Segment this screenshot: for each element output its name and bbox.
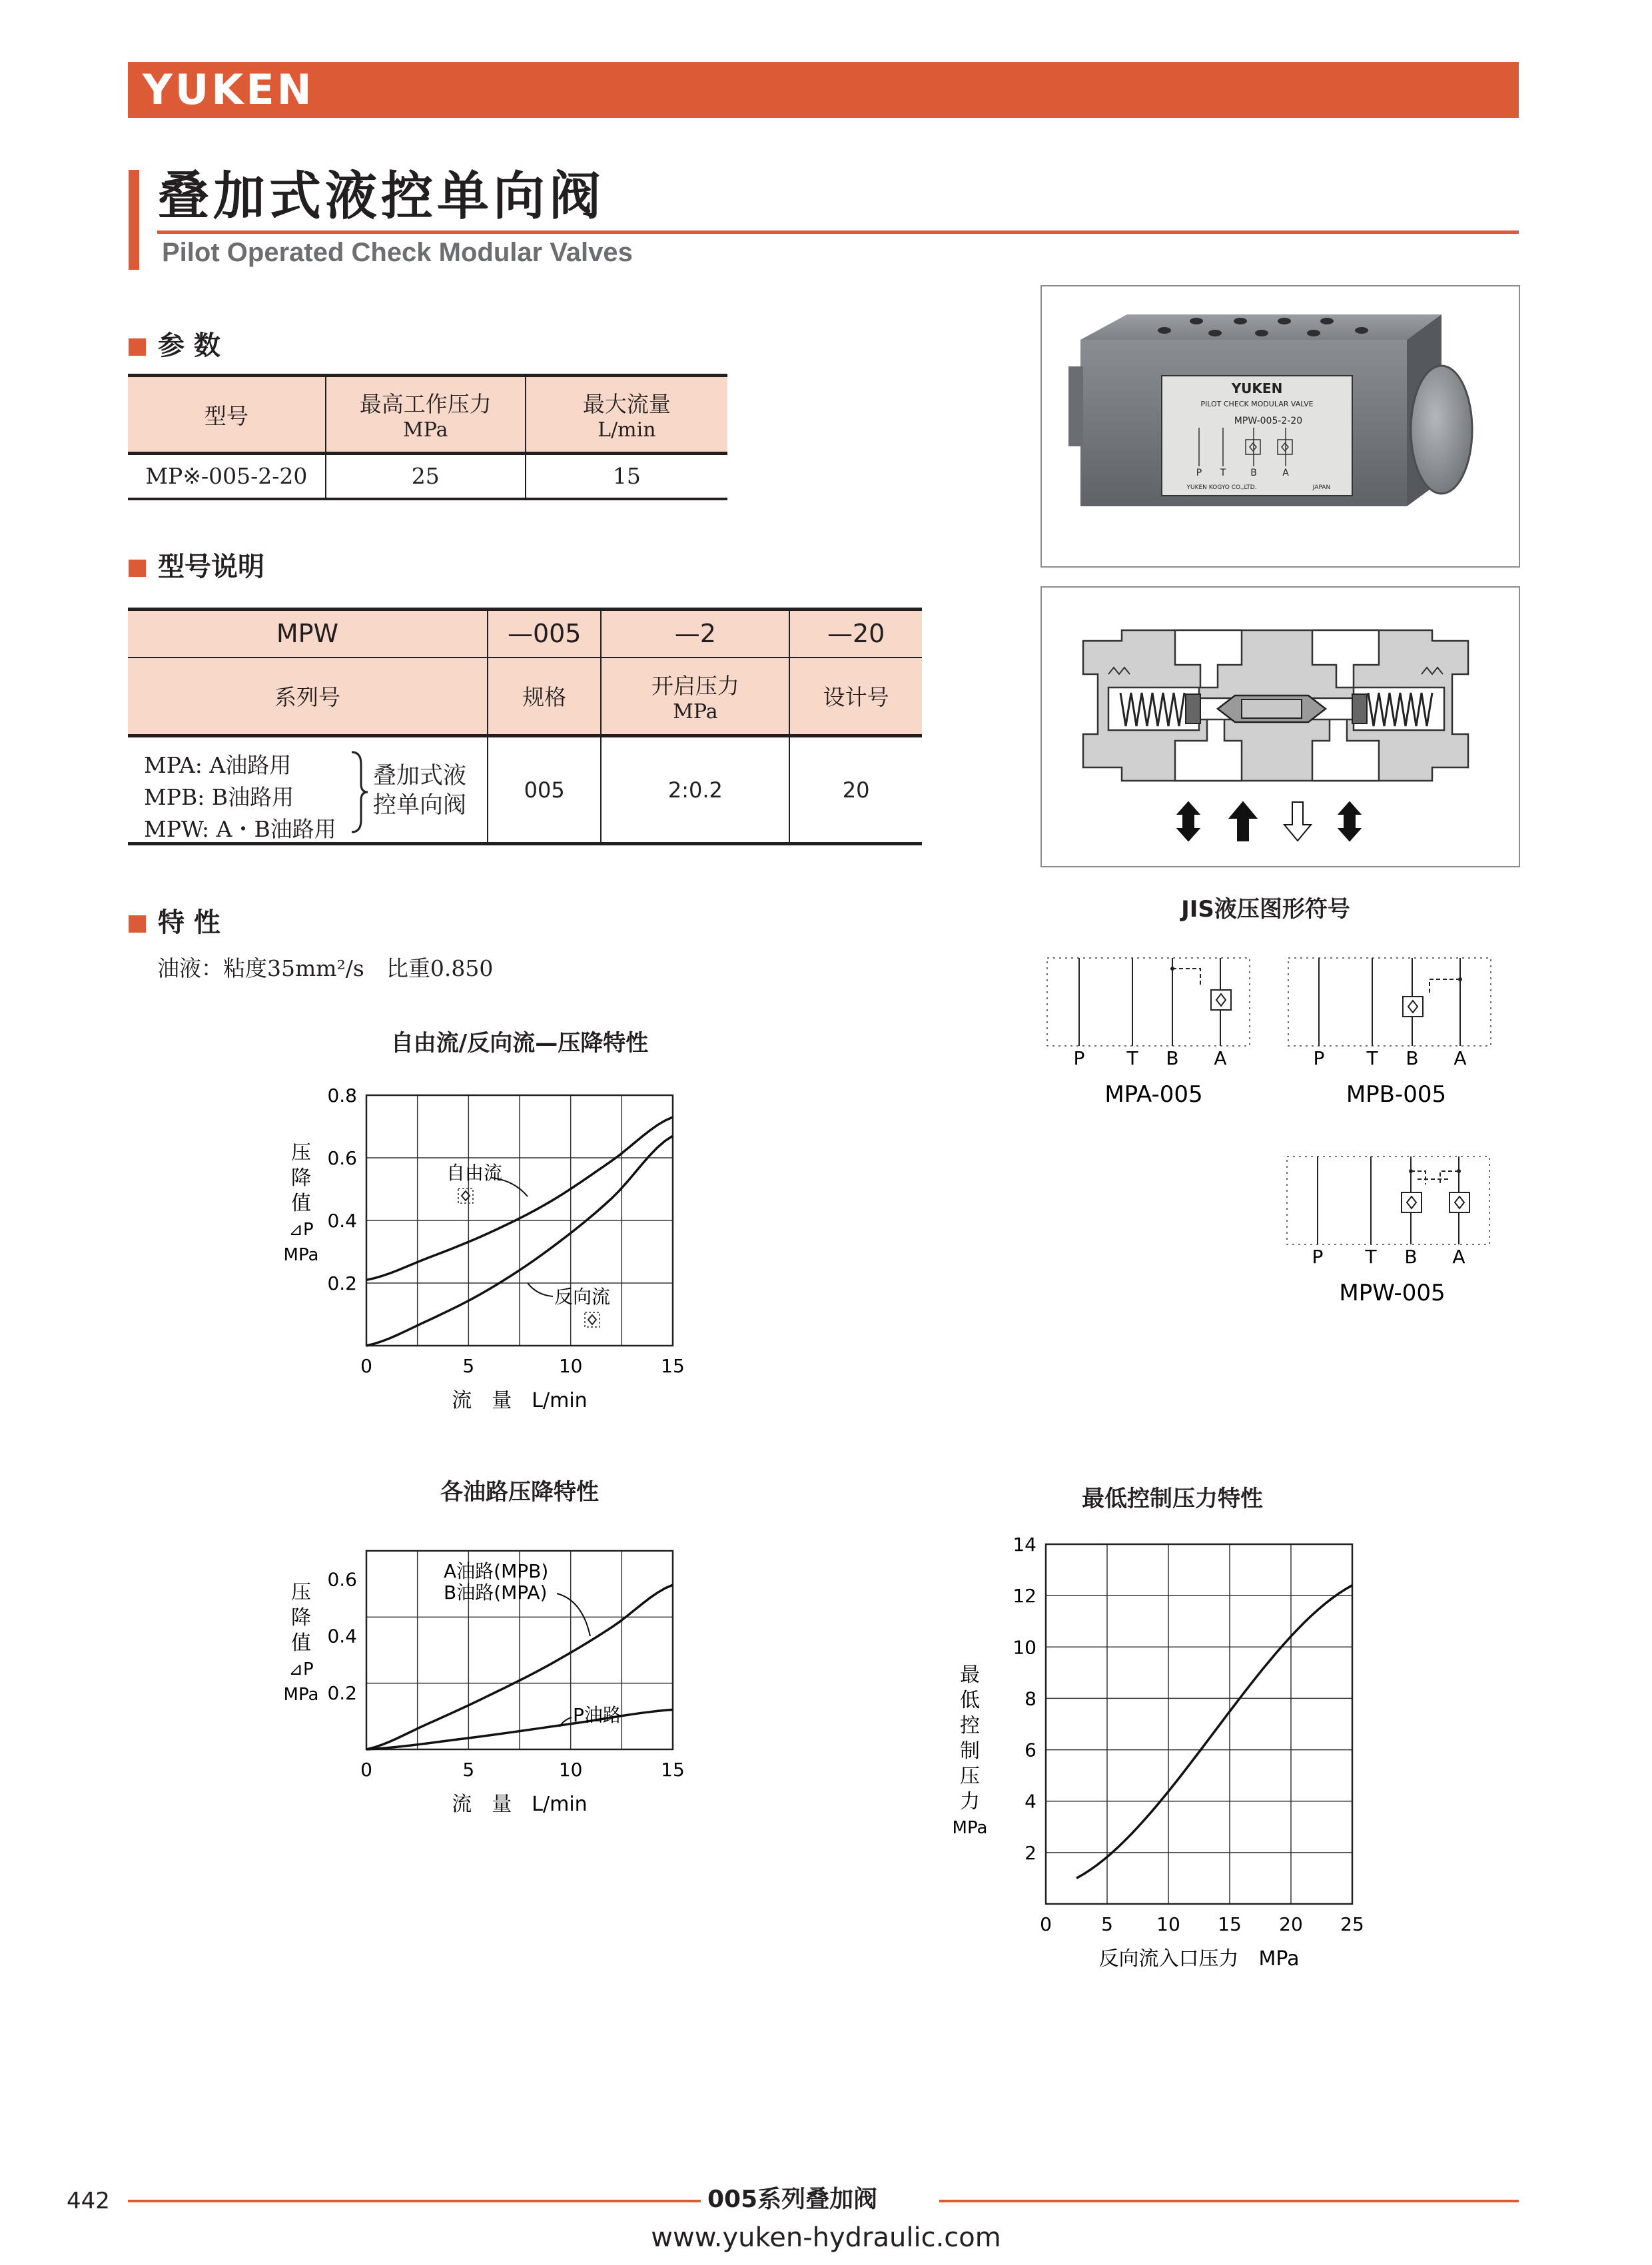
plot-frame (1046, 1544, 1352, 1904)
x-tick-label: 5 (462, 1759, 475, 1781)
y-axis-label: MPa (283, 1685, 319, 1705)
svg-text:P: P (1313, 1047, 1325, 1069)
svg-text:T: T (1365, 1246, 1377, 1268)
svg-text:A: A (1453, 1047, 1467, 1069)
features-heading: 特 性 (129, 907, 220, 938)
x-tick-label: 5 (462, 1355, 475, 1377)
series-leader (557, 1593, 590, 1636)
x-tick-label: 20 (1279, 1913, 1303, 1935)
y-tick-label: 4 (1025, 1790, 1036, 1813)
x-tick-label: 5 (1101, 1913, 1113, 1935)
y-axis-label: 降 (291, 1606, 311, 1629)
svg-text:B: B (1166, 1047, 1179, 1069)
section-square-icon (129, 915, 146, 933)
footer-rule-left (128, 2200, 701, 2202)
y-tick-label: 8 (1025, 1687, 1036, 1710)
model-label-pressure: 开启压力 MPa (601, 658, 789, 736)
chart-pressure-drop-ports (266, 1527, 733, 1820)
y-tick-label: 2 (1025, 1841, 1036, 1864)
svg-text:P: P (1073, 1047, 1085, 1069)
y-axis-label: 低 (960, 1689, 980, 1712)
y-axis-label: 压 (291, 1581, 311, 1604)
product-photo (1040, 285, 1520, 568)
y-axis-label: 制 (960, 1739, 980, 1763)
series-mpw: MPW: A・B油路用 (144, 816, 336, 842)
svg-text:B: B (1404, 1246, 1418, 1268)
model-heading: 型号说明 (129, 552, 264, 582)
model-code-design: —20 (789, 610, 922, 658)
y-axis-label: 压 (291, 1141, 311, 1164)
x-tick-label: 15 (1218, 1913, 1242, 1935)
svg-text:P: P (1196, 468, 1202, 478)
series-mpa: MPA: A油路用 (144, 752, 292, 778)
x-tick-label: 15 (661, 1759, 685, 1781)
brand-logo: YUKEN (143, 65, 314, 114)
y-tick-label: 0.4 (327, 1625, 357, 1647)
svg-text:JAPAN: JAPAN (1312, 484, 1331, 491)
group-label-line1: 叠加式液 (373, 763, 467, 789)
model-value-design: 20 (842, 777, 870, 803)
y-axis-label: MPa (952, 1818, 988, 1838)
oil-spec: 油液：粘度35mm²/s 比重0.850 (157, 955, 494, 981)
section-square-icon (129, 338, 146, 356)
y-tick-label: 14 (1013, 1534, 1036, 1556)
y-tick-label: 0.6 (327, 1568, 357, 1591)
svg-text:P: P (1312, 1246, 1324, 1268)
y-tick-label: 0.6 (327, 1147, 357, 1169)
params-col-model: 型号 (128, 376, 326, 454)
x-tick-label: 10 (558, 1355, 583, 1377)
model-label-size: 规格 (488, 658, 602, 736)
y-axis-label: 力 (960, 1790, 980, 1813)
symbol-mpb (1288, 958, 1491, 1108)
svg-text:YUKEN KOGYO CO.,LTD.: YUKEN KOGYO CO.,LTD. (1186, 484, 1257, 491)
x-tick-label: 0 (360, 1759, 372, 1781)
y-axis-label: 控 (960, 1714, 980, 1737)
x-axis-label: 流 量 L/min (452, 1389, 588, 1412)
chart3-title: 最低控制压力特性 (1082, 1486, 1263, 1512)
y-tick-label: 0.2 (327, 1681, 357, 1704)
params-col-flow: 最大流量 L/min (526, 376, 727, 454)
chart2-title: 各油路压降特性 (440, 1479, 599, 1506)
check-valve-icon (458, 1188, 473, 1203)
group-label-line2: 控单向阀 (373, 792, 467, 819)
y-axis-label: ⊿P (288, 1659, 314, 1679)
model-label-series: 系列号 (128, 658, 488, 736)
series-label: 反向流 (554, 1286, 611, 1308)
x-tick-label: 0 (1040, 1913, 1052, 1935)
series-label: P油路 (573, 1704, 621, 1726)
x-tick-label: 25 (1340, 1913, 1364, 1935)
y-axis-label: 值 (291, 1631, 311, 1655)
x-axis-label: 反向流入口压力 MPa (1098, 1947, 1300, 1971)
series-leader (528, 1283, 553, 1296)
series-line (1076, 1586, 1352, 1879)
svg-text:A: A (1282, 468, 1289, 478)
y-axis-label: 值 (291, 1192, 311, 1215)
symbol-mpa (1047, 958, 1250, 1108)
chart-min-pilot-pressure (926, 1526, 1426, 1992)
params-heading: 参 数 (129, 330, 220, 361)
x-axis-label: 流 量 L/min (452, 1793, 588, 1816)
model-series-cell (128, 736, 488, 844)
photo-model: MPW-005-2-20 (1234, 416, 1303, 426)
model-value-size: 005 (488, 736, 602, 844)
page-title: 叠加式液控单向阀 (157, 167, 606, 226)
svg-text:A: A (1214, 1047, 1227, 1069)
y-tick-label: 12 (1013, 1585, 1036, 1607)
valve-cross-section (1040, 586, 1520, 867)
svg-text:T: T (1126, 1047, 1138, 1069)
y-axis-label: 最 (960, 1663, 980, 1687)
section-square-icon (129, 560, 146, 577)
jis-symbols (1039, 945, 1519, 1344)
model-code-size: —005 (488, 610, 602, 658)
series-label: 自由流 (446, 1162, 503, 1184)
svg-text:T: T (1366, 1047, 1378, 1069)
check-valve-icon (585, 1312, 600, 1327)
footer-rule-right (939, 2200, 1519, 2202)
footer-series: 005系列叠加阀 (707, 2186, 878, 2213)
page-subtitle: Pilot Operated Check Modular Valves (162, 238, 633, 267)
y-axis-label: MPa (283, 1245, 319, 1265)
photo-brand: YUKEN (1231, 380, 1283, 396)
symbol-mpa-label: MPA-005 (1104, 1081, 1203, 1108)
y-tick-label: 0.4 (327, 1210, 357, 1232)
photo-plate: PILOT CHECK MODULAR VALVE (1200, 400, 1314, 408)
params-col-pressure: 最高工作压力 MPa (326, 376, 526, 454)
svg-text:A: A (1452, 1246, 1465, 1268)
symbol-mpb-label: MPB-005 (1346, 1081, 1447, 1108)
brand-bar (128, 62, 1519, 118)
x-tick-label: 15 (661, 1355, 685, 1377)
symbols-title: JIS液压图形符号 (1181, 896, 1350, 923)
y-axis-label: 压 (960, 1765, 980, 1788)
symbol-mpw-label: MPW-005 (1339, 1280, 1446, 1306)
model-label-design: 设计号 (789, 658, 922, 736)
params-table (128, 374, 727, 500)
params-cell-pressure: 25 (326, 454, 526, 499)
title-rule (157, 230, 1519, 234)
brace-icon (349, 751, 369, 833)
x-tick-label: 0 (360, 1355, 372, 1377)
footer-url: www.yuken-hydraulic.com (651, 2222, 1001, 2253)
series-mpb: MPB: B油路用 (144, 784, 294, 810)
model-code-pressure: —2 (601, 610, 789, 658)
params-cell-flow: 15 (612, 463, 641, 490)
x-tick-label: 10 (1156, 1913, 1180, 1935)
svg-text:T: T (1220, 468, 1226, 478)
svg-text:B: B (1406, 1047, 1419, 1069)
model-value-pressure: 2:0.2 (601, 736, 789, 844)
symbol-mpw (1287, 1156, 1489, 1306)
x-tick-label: 10 (558, 1759, 583, 1781)
model-table (128, 608, 922, 845)
params-cell-model: MP※-005-2-20 (128, 454, 326, 499)
chart1-title: 自由流/反向流—压降特性 (390, 1030, 649, 1057)
series-label: A油路(MPB) (444, 1560, 549, 1582)
y-tick-label: 0.2 (327, 1272, 357, 1294)
y-axis-label: 降 (291, 1166, 311, 1190)
y-tick-label: 0.8 (327, 1085, 357, 1107)
y-tick-label: 6 (1025, 1739, 1036, 1761)
series-label: B油路(MPA) (444, 1582, 548, 1603)
svg-text:B: B (1250, 468, 1257, 478)
page-number: 442 (67, 2188, 110, 2214)
y-tick-label: 10 (1013, 1636, 1036, 1659)
title-accent-bar (129, 170, 139, 270)
model-code-series: MPW (128, 610, 488, 658)
y-axis-label: ⊿P (288, 1220, 314, 1240)
chart-pressure-drop-free-reverse (266, 1066, 733, 1426)
